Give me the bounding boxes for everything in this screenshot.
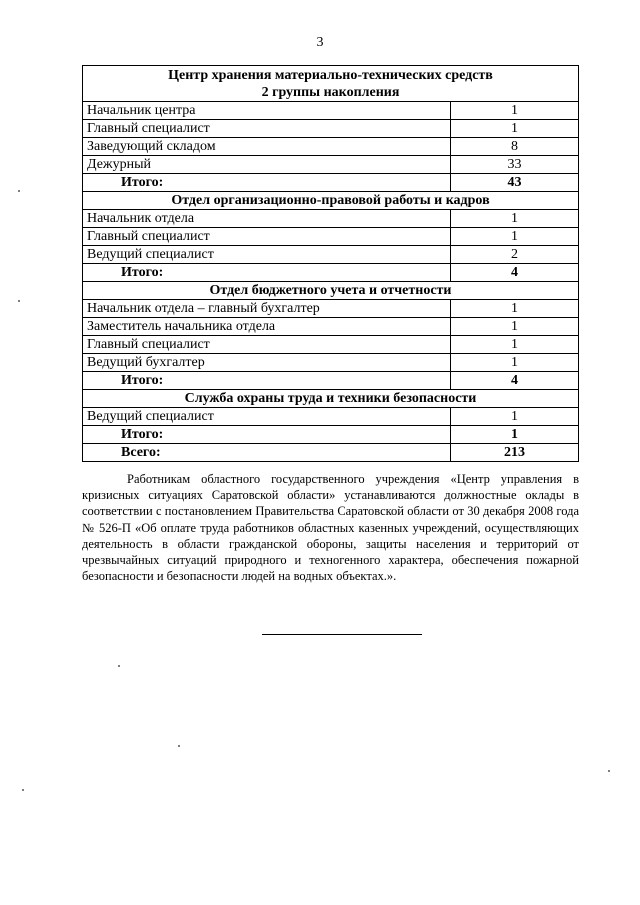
subtotal-row bbox=[83, 372, 579, 390]
position-cell: Главный специалист bbox=[83, 336, 451, 354]
grand-total-value: 213 bbox=[451, 444, 579, 462]
section-title-line: Отдел бюджетного учета и отчетности bbox=[209, 283, 452, 298]
subtotal-label: Итого: bbox=[83, 372, 451, 390]
section-title-line: Центр хранения материально-технических средств bbox=[168, 68, 493, 83]
table-row bbox=[83, 228, 579, 246]
subtotal-value: 43 bbox=[451, 174, 579, 192]
section-title bbox=[83, 66, 579, 102]
subtotal-value: 1 bbox=[451, 426, 579, 444]
table-row bbox=[83, 300, 579, 318]
scan-speck bbox=[18, 300, 20, 302]
count-cell: 1 bbox=[451, 408, 579, 426]
section-header-row bbox=[83, 192, 579, 210]
section-title bbox=[83, 390, 579, 408]
position-cell: Ведущий специалист bbox=[83, 408, 451, 426]
section-title-line: 2 группы накопления bbox=[261, 85, 400, 100]
position-cell: Заместитель начальника отдела bbox=[83, 318, 451, 336]
table-row bbox=[83, 210, 579, 228]
count-cell: 1 bbox=[451, 300, 579, 318]
grand-total-row bbox=[83, 444, 579, 462]
closing-line bbox=[262, 634, 422, 635]
staffing-table bbox=[82, 65, 579, 462]
table-row bbox=[83, 102, 579, 120]
section-title-line: Служба охраны труда и техники безопасности bbox=[184, 391, 477, 406]
table-row bbox=[83, 336, 579, 354]
table-row bbox=[83, 246, 579, 264]
subtotal-row bbox=[83, 264, 579, 282]
section-header-row bbox=[83, 390, 579, 408]
subtotal-value: 4 bbox=[451, 372, 579, 390]
page-number: 3 bbox=[316, 35, 324, 50]
subtotal-row bbox=[83, 174, 579, 192]
count-cell: 2 bbox=[451, 246, 579, 264]
table-row bbox=[83, 318, 579, 336]
subtotal-label: Итого: bbox=[83, 264, 451, 282]
count-cell: 1 bbox=[451, 210, 579, 228]
position-cell: Главный специалист bbox=[83, 228, 451, 246]
position-cell: Дежурный bbox=[83, 156, 451, 174]
section-title bbox=[83, 192, 579, 210]
staffing-table-body bbox=[83, 66, 579, 462]
grand-total-label: Всего: bbox=[83, 444, 451, 462]
count-cell: 8 bbox=[451, 138, 579, 156]
section-header-row bbox=[83, 66, 579, 102]
position-cell: Начальник центра bbox=[83, 102, 451, 120]
scan-speck bbox=[608, 770, 610, 772]
scan-speck bbox=[18, 190, 20, 192]
count-cell: 1 bbox=[451, 228, 579, 246]
count-cell: 1 bbox=[451, 318, 579, 336]
section-title bbox=[83, 282, 579, 300]
subtotal-label: Итого: bbox=[83, 426, 451, 444]
subtotal-value: 4 bbox=[451, 264, 579, 282]
section-header-row bbox=[83, 282, 579, 300]
count-cell: 1 bbox=[451, 336, 579, 354]
count-cell: 1 bbox=[451, 354, 579, 372]
table-row bbox=[83, 120, 579, 138]
table-row bbox=[83, 156, 579, 174]
position-cell: Ведущий специалист bbox=[83, 246, 451, 264]
salary-paragraph-text: Работникам областного государственного учреждения «Центр управления в кризисных ситуациях Саратовской области» устанавливаются должностные оклады в соответствии с постановлением Правительства Саратовской области от 30 декабря 2008 года № 526-П «Об оплате труда работников областных казенных учреждений, осуществляющих деятельность в области гражданской обороны, защиты населения и территорий от чрезвычайных ситуаций природного и техногенного характера, обеспечения пожарной безопасности и безопасности людей на водных объектах.». bbox=[82, 472, 579, 584]
subtotal-label: Итого: bbox=[83, 174, 451, 192]
position-cell: Ведущий бухгалтер bbox=[83, 354, 451, 372]
count-cell: 1 bbox=[451, 120, 579, 138]
salary-paragraph bbox=[82, 471, 579, 584]
subtotal-row bbox=[83, 426, 579, 444]
count-cell: 33 bbox=[451, 156, 579, 174]
section-title-line: Отдел организационно-правовой работы и кадров bbox=[171, 193, 490, 208]
table-row bbox=[83, 354, 579, 372]
position-cell: Начальник отдела – главный бухгалтер bbox=[83, 300, 451, 318]
table-row bbox=[83, 408, 579, 426]
count-cell: 1 bbox=[451, 102, 579, 120]
scan-speck bbox=[22, 789, 24, 791]
scan-speck bbox=[118, 665, 120, 667]
position-cell: Начальник отдела bbox=[83, 210, 451, 228]
position-cell: Заведующий складом bbox=[83, 138, 451, 156]
scan-speck bbox=[178, 745, 180, 747]
position-cell: Главный специалист bbox=[83, 120, 451, 138]
table-row bbox=[83, 138, 579, 156]
